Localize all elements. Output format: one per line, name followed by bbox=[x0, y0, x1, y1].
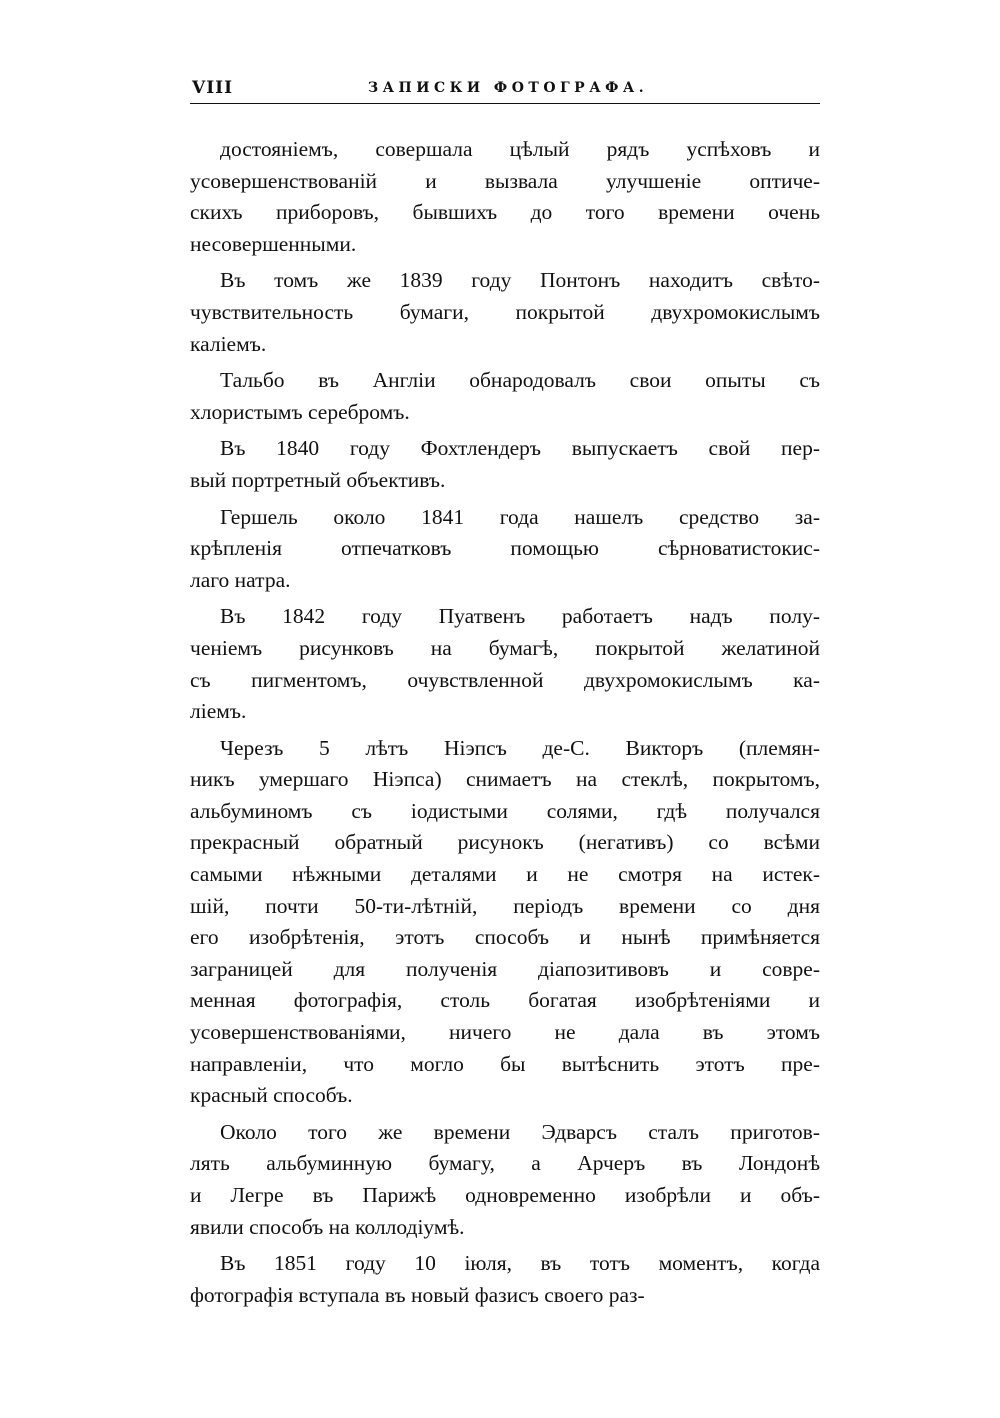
text-line: достоянiемъ, совершала цѣлый рядъ успѣховъ и bbox=[220, 137, 820, 161]
text-line: хлористымъ серебромъ. bbox=[190, 399, 410, 424]
header-rule bbox=[190, 103, 820, 104]
text-line: заграницей для полученiя дiапозитивовъ и совре- bbox=[190, 956, 820, 981]
text-line: вый портретный объективъ. bbox=[190, 467, 446, 492]
text-line: несовершенными. bbox=[190, 231, 357, 256]
text-line: альбуминомъ съ iодистыми солями, гдѣ получался bbox=[190, 798, 820, 823]
text-line: Въ томъ же 1839 году Понтонъ находитъ свѣто- bbox=[220, 268, 820, 293]
text-line: и Легре въ Парижѣ одновременно изобрѣли и объ- bbox=[190, 1183, 820, 1207]
text-line: Въ 1851 году 10 iюля, въ тотъ моментъ, когда bbox=[220, 1251, 820, 1276]
text-line: красный способъ. bbox=[190, 1083, 353, 1108]
paragraph bbox=[190, 733, 820, 1112]
text-line: менная фотографiя, столь богатая изобрѣтенiями и bbox=[190, 988, 820, 1013]
text-line: усовершенствованiями, ничего не дала въ этомъ bbox=[190, 1020, 820, 1045]
paragraph bbox=[190, 265, 820, 360]
paragraph bbox=[190, 1248, 820, 1311]
text-line: прекрасный обратный рисунокъ (негативъ) со всѣми bbox=[190, 830, 820, 855]
text-line: ченiемъ рисунковъ на бумагѣ, покрытой желатиной bbox=[190, 635, 820, 660]
text-line: чувствительность бумаги, покрытой двухромокислымъ bbox=[190, 299, 820, 324]
page-number: VIII bbox=[192, 78, 234, 98]
text-line: Около того же времени Эдварсъ сталъ приготов- bbox=[220, 1119, 820, 1144]
paragraph bbox=[190, 433, 820, 496]
running-head bbox=[192, 78, 822, 106]
paragraph bbox=[190, 1117, 820, 1243]
text-line: его изобрѣтенiя, этотъ способъ и нынѣ примѣняется bbox=[190, 925, 820, 950]
text-line: Въ 1842 году Пуатвенъ работаетъ надъ полу- bbox=[220, 604, 820, 629]
text-line: усовершенствованiй и вызвала улучшенiе оптиче- bbox=[190, 168, 820, 193]
running-title: ЗАПИСКИ ФОТОГРАФА. bbox=[368, 80, 649, 96]
text-line: шiй, почти 50-ти-лѣтнiй, перiодъ времени со дня bbox=[190, 893, 820, 918]
paragraph bbox=[190, 502, 820, 597]
text-line: крѣпленiя отпечатковъ помощью сѣрноватистокис- bbox=[190, 536, 820, 561]
text-line: направленiи, что могло бы вытѣснить этотъ пре- bbox=[190, 1051, 820, 1076]
text-line: никъ умершаго Нiэпса) снимаетъ на стеклѣ, покрытомъ, bbox=[190, 767, 820, 792]
paragraph bbox=[190, 365, 820, 428]
paragraph bbox=[190, 601, 820, 727]
text-line: Въ 1840 году Фохтлендеръ выпускаетъ свой пер- bbox=[220, 436, 820, 461]
text-line: фотографiя вступала въ новый фазисъ своего раз- bbox=[190, 1282, 645, 1307]
paragraph bbox=[190, 134, 820, 260]
text-line: Черезъ 5 лѣтъ Нiэпсъ де-С. Викторъ (племян- bbox=[220, 735, 820, 760]
body-text bbox=[190, 134, 820, 1311]
text-line: самыми нѣжными деталями и не смотря на истек- bbox=[190, 862, 820, 887]
text-line: явили способъ на коллодiумѣ. bbox=[190, 1214, 465, 1239]
text-line: лять альбуминную бумагу, а Арчеръ въ Лондонѣ bbox=[190, 1151, 820, 1176]
text-line: Гершель около 1841 года нашелъ средство за- bbox=[220, 504, 820, 529]
text-line: калiемъ. bbox=[190, 331, 267, 356]
text-line: съ пигментомъ, очувствленной двухромокислымъ ка- bbox=[190, 667, 820, 692]
text-line: Тальбо въ Англiи обнародовалъ свои опыты съ bbox=[220, 368, 820, 393]
text-line: лаго натра. bbox=[190, 567, 291, 592]
text-line: лiемъ. bbox=[190, 699, 247, 724]
text-line: скихъ приборовъ, бывшихъ до того времени очень bbox=[190, 200, 820, 225]
